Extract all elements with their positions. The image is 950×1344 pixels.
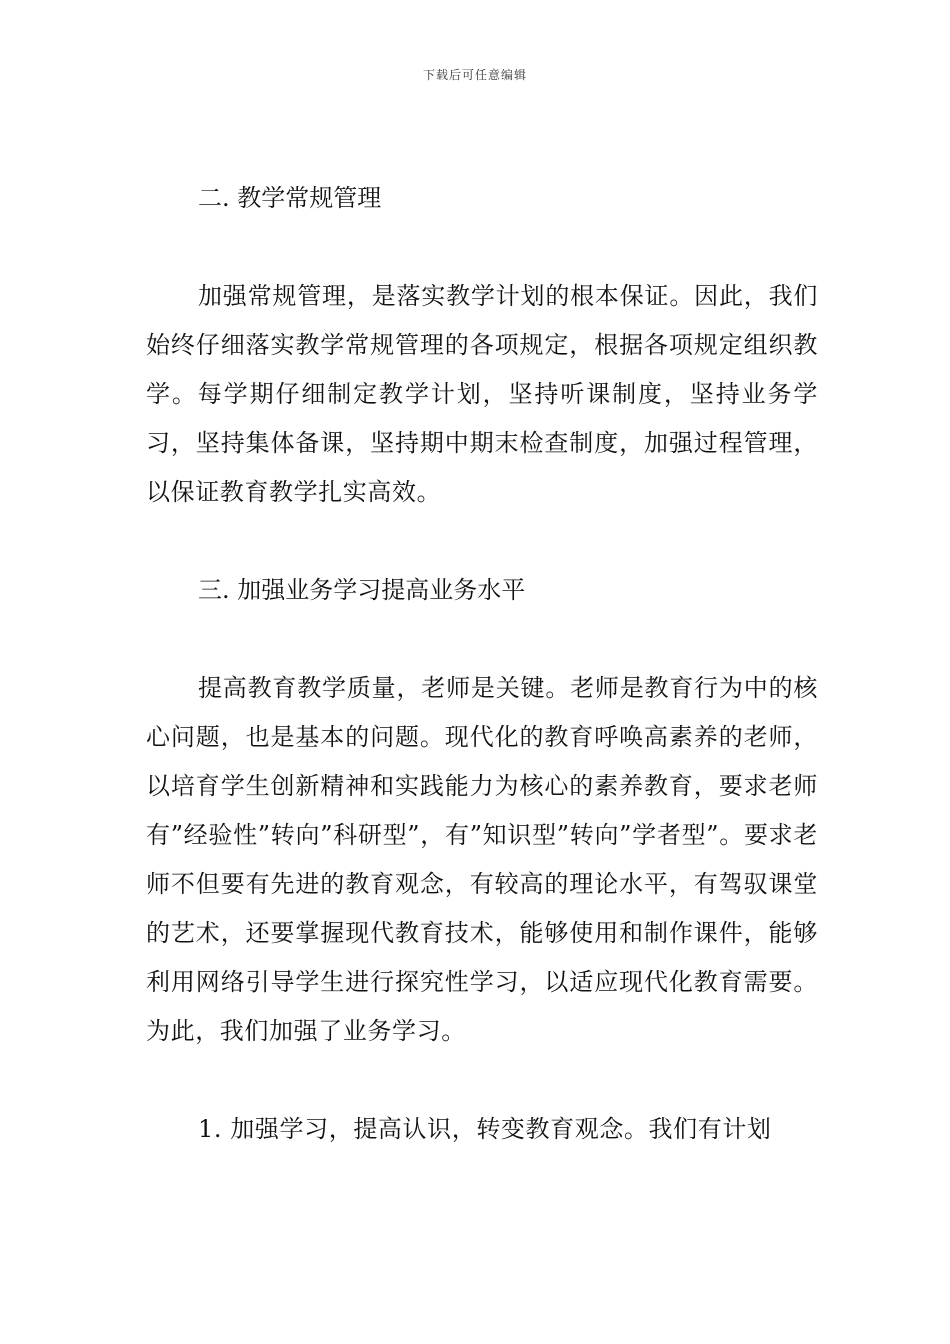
section-heading-3: 三. 加强业务学习提高业务水平 [198, 576, 526, 604]
paragraph-item-1: 1. 加强学习，提高认识，转变教育观念。我们有计划 [198, 1115, 772, 1143]
section-heading-2: 二. 教学常规管理 [198, 184, 382, 212]
header-note: 下载后可任意编辑 [422, 68, 527, 82]
paragraph-routine-management: 加强常规管理，是落实教学计划的根本保证。因此，我们始终仔细落实教学常规管理的各项规定，根据各项规定组织教学。每学期仔细制定教学计划，坚持听课制度，坚持业务学习，坚持集体备课，坚持期中期末检查制度，加强过程管理，以保证教育教学扎实高效。 [146, 282, 818, 506]
spacer [146, 223, 818, 272]
document-body [146, 174, 818, 1154]
spacer [146, 1056, 818, 1105]
paragraph-professional-study: 提高教育教学质量，老师是关键。老师是教育行为中的核心问题，也是基本的问题。现代化的教育呼唤高素养的老师，以培育学生创新精神和实践能力为核心的素养教育，要求老师有”经验性”转向”科研型”，有”知识型”转向”学者型”。要求老师不但要有先进的教育观念，有较高的理论水平，有驾驭课堂的艺术，还要掌握现代教育技术，能够使用和制作课件，能够利用网络引导学生进行探究性学习，以适应现代化教育需要。为此，我们加强了业务学习。 [146, 674, 818, 1045]
spacer [146, 615, 818, 664]
spacer [146, 517, 818, 566]
